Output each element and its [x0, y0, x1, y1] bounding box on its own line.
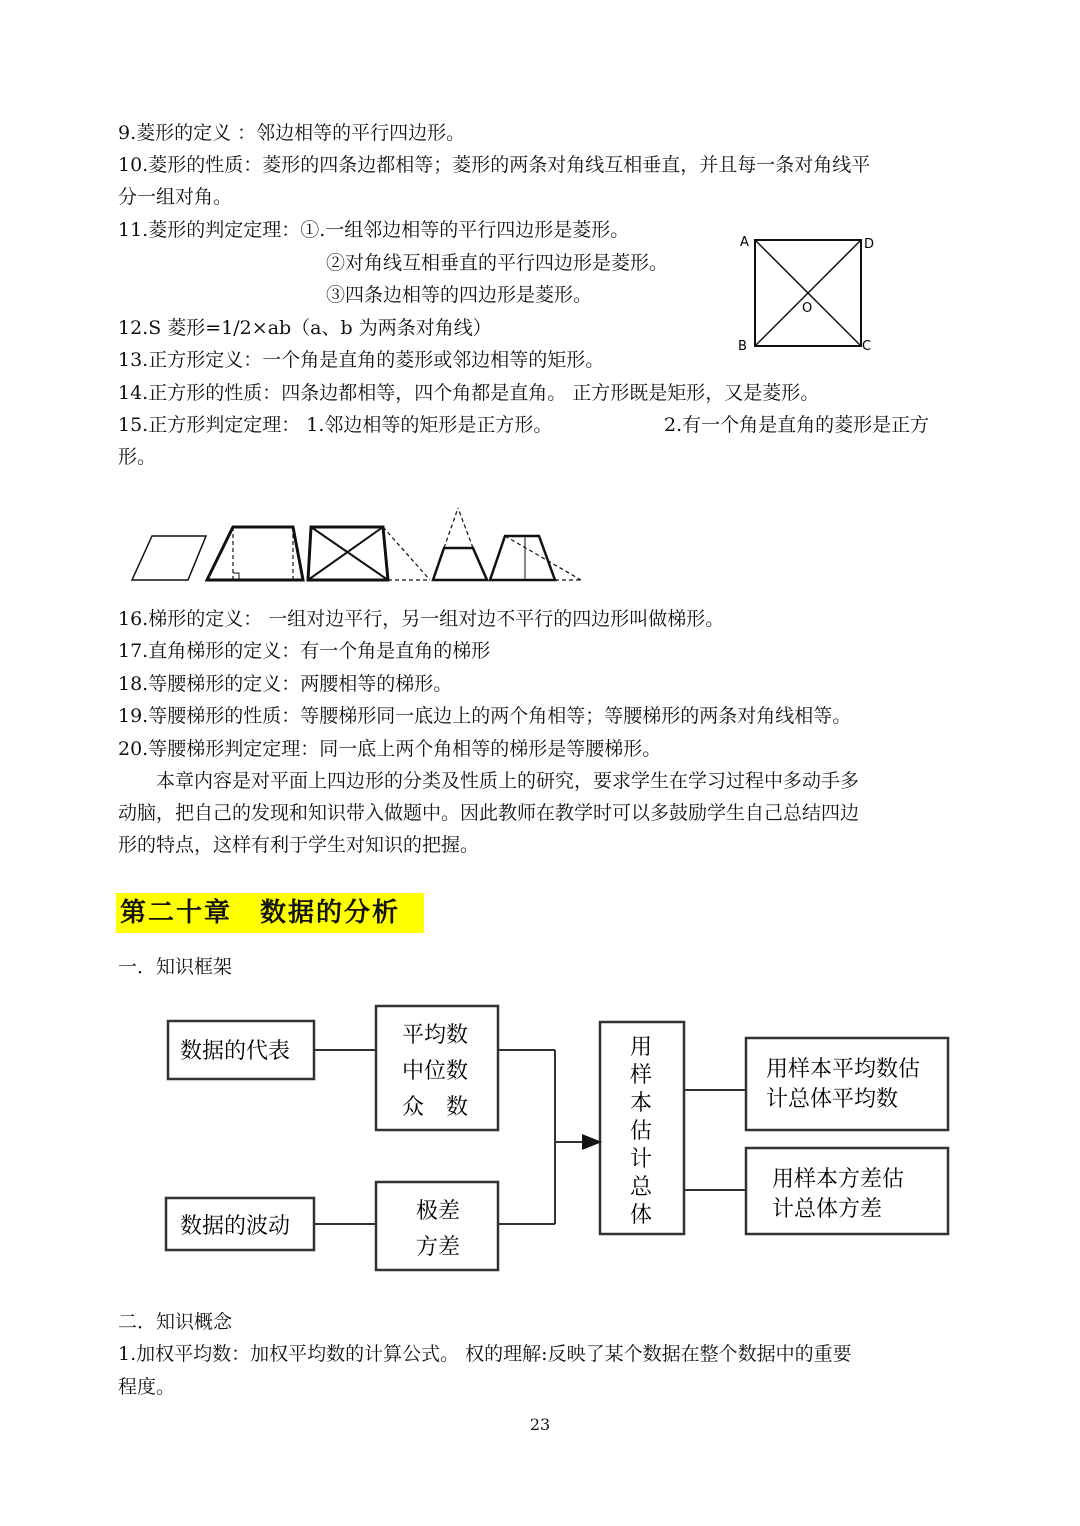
figure-trapezoid-diagonal: [490, 536, 555, 580]
trapezoid-figures: [125, 505, 595, 590]
label-estimate-char-5: 计: [630, 1147, 653, 1172]
label-range: 极差: [416, 1199, 461, 1224]
label-estimate-char-2: 样: [630, 1063, 653, 1088]
text-line-18: 18.等腰梯形的定义：两腰相等的梯形。: [118, 673, 453, 695]
text-line-17: 17.直角梯形的定义：有一个角是直角的梯形: [118, 640, 491, 662]
paragraph-line-3: 形的特点，这样有利于学生对知识的把握。: [118, 834, 480, 856]
section-heading-1: 一．知识框架: [118, 956, 233, 978]
text-line-14: 14.正方形的性质：四条边都相等，四个角都是直角。 正方形既是矩形，又是菱形。: [118, 382, 820, 404]
label-data-representative: 数据的代表: [180, 1039, 291, 1064]
label-data-fluctuation: 数据的波动: [180, 1214, 291, 1239]
text-line-16: 16.梯形的定义： 一组对边平行，另一组对边不平行的四边形叫做梯形。: [118, 608, 725, 630]
text-line-11-2: ②对角线互相垂直的平行四边形是菱形。: [326, 252, 669, 274]
label-c: C: [862, 339, 872, 354]
label-estimate-char-6: 总: [630, 1175, 653, 1200]
text-line-15-cont: 形。: [118, 446, 157, 468]
figure-parallelogram: [132, 536, 206, 580]
paragraph-line-1: 本章内容是对平面上四边形的分类及性质上的研究，要求学生在学习过程中多动手多: [156, 770, 860, 792]
text-line-11-3: ③四条边相等的四边形是菱形。: [326, 284, 593, 306]
label-o: O: [802, 301, 813, 316]
label-estimate-char-4: 估: [630, 1119, 653, 1144]
label-d: D: [864, 237, 875, 252]
figure-trapezoid-triangle: [433, 548, 487, 580]
section-heading-2: 二．知识概念: [118, 1311, 233, 1333]
page-number: 23: [529, 1415, 551, 1434]
label-estimate-char-1: 用: [630, 1035, 653, 1060]
concept-line-1-cont: 程度。: [118, 1376, 176, 1398]
label-variance-estimate-2: 计总体方差: [772, 1197, 883, 1222]
box-mean-estimate: [746, 1038, 948, 1130]
text-line-12: 12.S 菱形=1/2×ab（a、b 为两条对角线）: [118, 317, 492, 339]
text-line-10-cont: 分一组对角。: [118, 186, 233, 208]
label-mode: 众 数: [402, 1095, 469, 1120]
text-line-15-right: 2.有一个角是直角的菱形是正方: [664, 414, 930, 436]
label-mean-estimate-1: 用样本平均数估: [766, 1057, 921, 1082]
text-line-11: 11.菱形的判定定理：①.一组邻边相等的平行四边形是菱形。: [118, 219, 630, 241]
label-median: 中位数: [402, 1059, 469, 1084]
figure-trapezoid-height: [207, 527, 303, 580]
concept-line-1: 1.加权平均数：加权平均数的计算公式。 权的理解:反映了某个数据在整个数据中的重要: [118, 1343, 852, 1365]
label-mean: 平均数: [402, 1023, 469, 1048]
label-mean-estimate-2: 计总体平均数: [766, 1087, 899, 1112]
label-a: A: [740, 235, 749, 250]
square-diagram: [732, 228, 882, 358]
label-b: B: [738, 339, 747, 354]
label-estimate-char-7: 体: [630, 1203, 653, 1228]
chapter-title: 第二十章 数据的分析: [116, 893, 424, 933]
text-line-9: 9.菱形的定义 ：邻边相等的平行四边形。: [118, 122, 466, 144]
text-line-15: 15.正方形判定定理： 1.邻边相等的矩形是正方形。: [118, 414, 553, 436]
label-variance: 方差: [416, 1235, 461, 1260]
knowledge-framework-diagram: [160, 1000, 960, 1280]
text-line-13: 13.正方形定义：一个角是直角的菱形或邻边相等的矩形。: [118, 349, 605, 371]
text-line-19: 19.等腰梯形的性质：等腰梯形同一底边上的两个角相等；等腰梯形的两条对角线相等。: [118, 705, 852, 727]
paragraph-line-2: 动脑，把自己的发现和知识带入做题中。因此教师在教学时可以多鼓励学生自己总结四边: [118, 802, 860, 824]
text-line-20: 20.等腰梯形判定定理：同一底上两个角相等的梯形是等腰梯形。: [118, 738, 662, 760]
text-line-10: 10.菱形的性质：菱形的四条边都相等；菱形的两条对角线互相垂直，并且每一条对角线平: [118, 154, 871, 176]
label-variance-estimate-1: 用样本方差估: [772, 1167, 905, 1192]
label-estimate-char-3: 本: [630, 1091, 653, 1116]
